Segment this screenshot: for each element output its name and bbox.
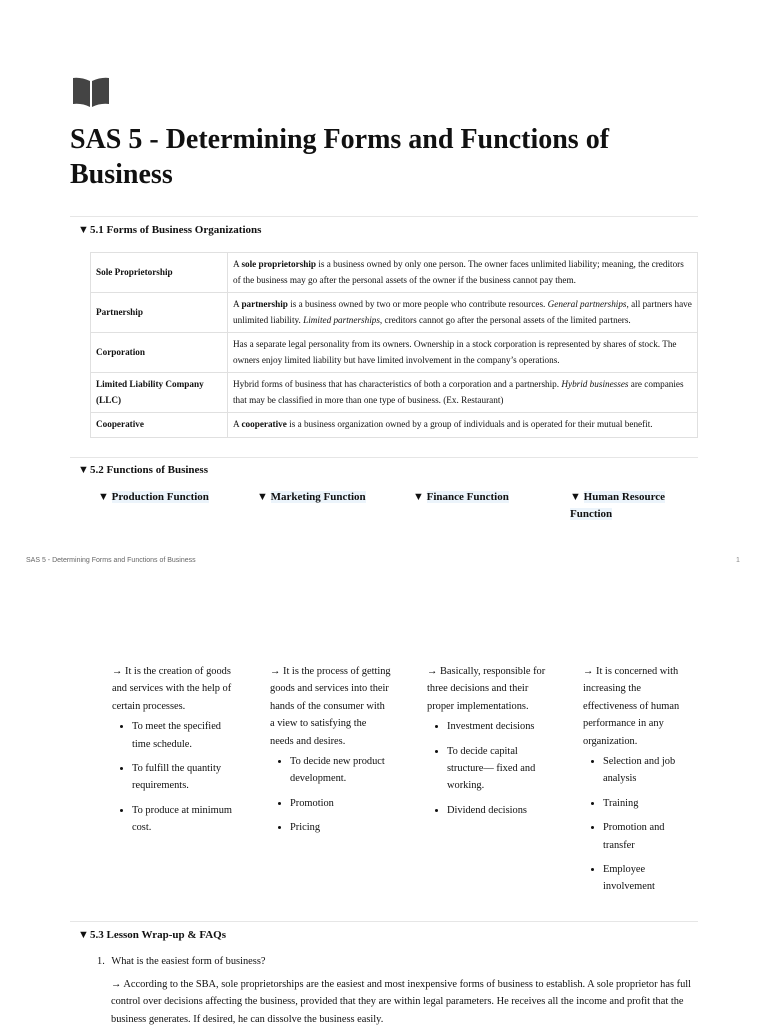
toggle-triangle-icon: ▼ bbox=[78, 464, 89, 476]
toggle-human-resource-function[interactable] bbox=[570, 489, 685, 523]
list-item: • Selection and job analysis bbox=[603, 753, 695, 788]
function-description: → It is the process of getting goods and services into their hands of the consumer with a view to satisfying the needs and desires. bbox=[270, 666, 391, 747]
function-list bbox=[112, 718, 234, 836]
page-footer-title: SAS 5 - Determining Forms and Functions of Business bbox=[26, 557, 196, 564]
form-definition bbox=[228, 333, 698, 373]
toggle-triangle-icon: ▼ bbox=[98, 491, 109, 503]
form-definition bbox=[228, 413, 698, 438]
form-term: Cooperative bbox=[91, 413, 228, 438]
toggle-finance-function[interactable] bbox=[413, 489, 553, 506]
list-item: • Pricing bbox=[290, 819, 392, 836]
toggle-forms-of-business[interactable] bbox=[78, 224, 261, 236]
bold-term: cooperative bbox=[241, 419, 287, 429]
function-title: Production Function bbox=[111, 491, 209, 503]
function-title: Finance Function bbox=[426, 491, 509, 503]
list-item: • To decide capital structure— fixed and working. bbox=[447, 743, 549, 795]
definition-text: A bbox=[233, 259, 242, 269]
divider bbox=[70, 921, 698, 922]
function-description: → It is concerned with increasing the effectiveness of human performance in any organization. bbox=[583, 666, 680, 747]
definition-text: , all partners have unlimited liability. bbox=[233, 299, 692, 325]
function-description: → Basically, responsible for three decisions and their proper implementations. bbox=[427, 666, 546, 712]
toggle-triangle-icon: ▼ bbox=[257, 491, 268, 503]
definition-text: is a business owned by two or more people who contribute resources. bbox=[287, 299, 548, 309]
book-icon bbox=[72, 77, 110, 107]
form-definition bbox=[228, 293, 698, 333]
italic-term: Limited partnerships bbox=[303, 314, 380, 325]
bold-term: partnership bbox=[241, 299, 288, 309]
definition-text: A bbox=[233, 299, 242, 309]
function-list bbox=[583, 753, 695, 896]
form-term: Limited Liability Company (LLC) bbox=[91, 373, 228, 413]
list-item: • To decide new product development. bbox=[290, 753, 392, 788]
section-heading: 5.1 Forms of Business Organizations bbox=[90, 224, 262, 236]
bold-term: sole proprietorship bbox=[241, 259, 317, 269]
definition-text: is a business owned by only one person. The owner faces unlimited liability; meaning, the creditors of the business may go after the personal assets of the owner if the business cannot pay them. bbox=[233, 259, 684, 285]
faq-question bbox=[97, 953, 266, 970]
definition-text: is a business organization owned by a group of individuals and is operated for their mutual benefit. bbox=[286, 419, 653, 429]
definition-text: are companies that may be classified in more than one type of business. (Ex. Restaurant) bbox=[233, 379, 684, 405]
function-title: Marketing Function bbox=[270, 491, 366, 503]
toggle-marketing-function[interactable] bbox=[257, 489, 397, 506]
toggle-triangle-icon: ▼ bbox=[570, 491, 581, 503]
marketing-column bbox=[270, 663, 392, 844]
list-item: • Employee involvement bbox=[603, 861, 695, 896]
list-item: • Dividend decisions bbox=[447, 802, 549, 819]
toggle-triangle-icon: ▼ bbox=[413, 491, 424, 503]
function-list bbox=[427, 718, 549, 819]
faq-answer: → According to the SBA, sole proprietorships are the easiest and most inexpensive forms of business to establish. A sole proprietor has full control over decisions affecting the business, provided that they are within legal parameters. He receives all the income and profit that the business generates. If desired, he can dissolve the business easily. bbox=[111, 979, 692, 1025]
page-title: SAS 5 - Determining Forms and Functions of Business bbox=[70, 124, 610, 190]
definition-text: Hybrid forms of business that has characteristics of both a corporation and a partnership. bbox=[233, 379, 562, 389]
italic-term: General partnerships bbox=[547, 299, 627, 309]
finance-column bbox=[427, 663, 549, 826]
list-item: • Investment decisions bbox=[447, 718, 549, 735]
section-heading: 5.3 Lesson Wrap-up & FAQs bbox=[90, 929, 226, 941]
table-row bbox=[91, 293, 698, 333]
italic-term: Hybrid businesses bbox=[561, 379, 629, 389]
form-term: Sole Proprietorship bbox=[91, 253, 228, 293]
form-term: Corporation bbox=[91, 333, 228, 373]
human-resource-column bbox=[583, 663, 695, 903]
question-number: 1. bbox=[97, 956, 105, 967]
production-column bbox=[112, 663, 234, 844]
toggle-lesson-wrap-up[interactable] bbox=[78, 929, 226, 941]
list-item: • To produce at minimum cost. bbox=[132, 802, 234, 837]
toggle-triangle-icon: ▼ bbox=[78, 929, 89, 941]
definition-text: Has a separate legal personality from its owners. Ownership in a stock corporation is represented by shares of stock. The owners enjoy limited liability but have limited involvement in the company’s operations. bbox=[233, 339, 677, 365]
form-term: Partnership bbox=[91, 293, 228, 333]
section-heading: 5.2 Functions of Business bbox=[90, 464, 208, 476]
form-definition bbox=[228, 253, 698, 293]
list-item: • To meet the specified time schedule. bbox=[132, 718, 234, 753]
list-item: • Training bbox=[603, 795, 695, 812]
function-list bbox=[270, 753, 392, 837]
toggle-functions-of-business[interactable] bbox=[78, 464, 208, 476]
form-definition bbox=[228, 373, 698, 413]
table-row bbox=[91, 333, 698, 373]
toggle-triangle-icon: ▼ bbox=[78, 224, 89, 236]
divider bbox=[70, 457, 698, 458]
divider bbox=[70, 216, 698, 217]
list-item: • To fulfill the quantity requirements. bbox=[132, 760, 234, 795]
toggle-production-function[interactable] bbox=[98, 489, 238, 506]
definition-text: A bbox=[233, 419, 242, 429]
page-number: 1 bbox=[736, 557, 740, 564]
list-item: • Promotion and transfer bbox=[603, 819, 695, 854]
question-text: What is the easiest form of business? bbox=[111, 956, 266, 967]
table-row bbox=[91, 373, 698, 413]
table-row bbox=[91, 253, 698, 293]
list-item: • Promotion bbox=[290, 795, 392, 812]
table-row bbox=[91, 413, 698, 438]
definition-text: , creditors cannot go after the personal assets of the limited partners. bbox=[379, 314, 631, 325]
forms-table bbox=[90, 252, 698, 438]
function-description: → It is the creation of goods and services with the help of certain processes. bbox=[112, 666, 232, 712]
function-title: Human Resource Function bbox=[570, 491, 666, 520]
